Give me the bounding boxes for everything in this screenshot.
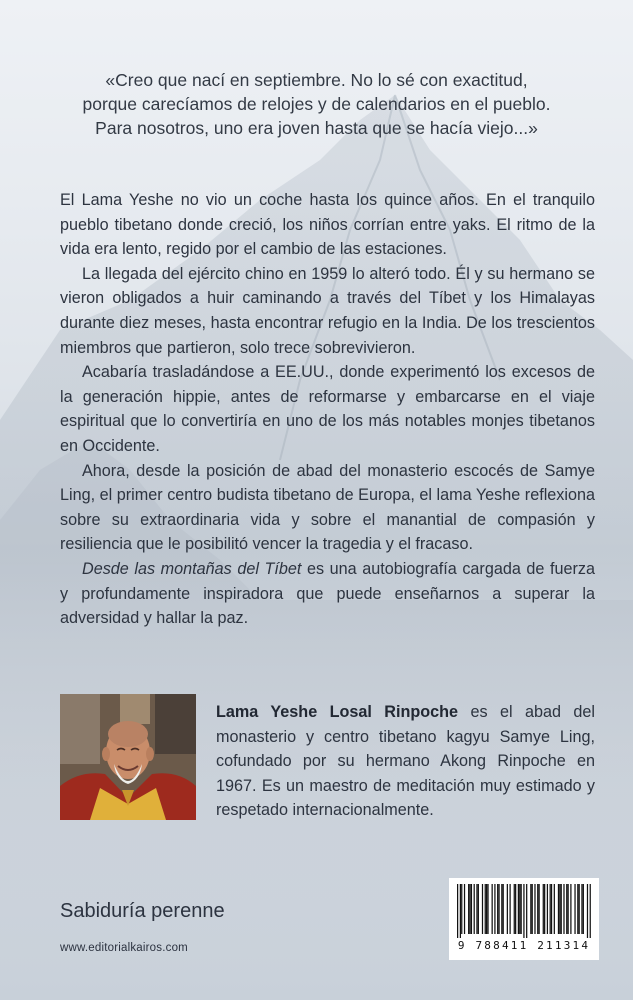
barcode-bar: [503, 884, 504, 934]
barcode-bar: [544, 884, 545, 934]
barcode-bar: [587, 884, 588, 938]
quote-line: Para nosotros, uno era joven hasta que se hacía viejo...»: [95, 118, 538, 138]
barcode-bar: [485, 884, 486, 934]
barcode-bar: [583, 884, 584, 934]
barcode-bar: [561, 884, 562, 934]
publisher-website: www.editorialkairos.com: [60, 942, 188, 954]
barcode-bar: [468, 884, 469, 934]
barcode-bar: [515, 884, 516, 934]
barcode-bar: [469, 884, 470, 934]
barcode-bar: [574, 884, 575, 934]
isbn-number: 9 788411 211314: [457, 939, 591, 952]
synopsis-paragraph-3: Acabaría trasladándose a EE.UU., donde experimentó los excesos de la generación hippie, antes de reformarse y embarcarse en el viaje espiritual que lo convertiría en uno de los más notables monjes tibetanos en Occidente.: [60, 363, 595, 455]
barcode-bar: [566, 884, 567, 934]
barcode-bar: [486, 884, 487, 934]
barcode-bar: [518, 884, 519, 934]
series-name: Sabiduría perenne: [60, 900, 225, 922]
quote-line: «Creo que nací en septiembre. No lo sé con exactitud,: [105, 70, 528, 90]
synopsis-paragraph-5-text: es una autobiografía cargada de fuerza y profundamente inspiradora que puede enseñarnos a superar la adversidad y hallar la paz.: [60, 559, 595, 628]
author-bio: [216, 700, 595, 823]
author-photo: [60, 694, 196, 820]
barcode-bar: [570, 884, 571, 934]
author-name: Lama Yeshe Losal Rinpoche: [216, 703, 459, 721]
barcode-bar: [457, 884, 458, 938]
barcode-bar: [550, 884, 551, 934]
barcode-bar: [461, 884, 462, 934]
barcode-bar: [476, 884, 477, 934]
synopsis: [60, 188, 595, 631]
synopsis-paragraph-5: [60, 557, 595, 631]
opening-quote: [40, 68, 593, 140]
barcode-bar: [543, 884, 544, 934]
barcode-bar: [498, 884, 499, 934]
barcode-bar: [554, 884, 555, 934]
barcode-bar: [526, 884, 527, 938]
author-portrait-image: [60, 694, 196, 820]
barcode-bar: [519, 884, 520, 934]
barcode-bar: [532, 884, 533, 934]
barcode-bar: [464, 884, 465, 934]
quote-line: porque carecíamos de relojes y de calendarios en el pueblo.: [82, 94, 551, 114]
author-bio-text: es el abad del monasterio y centro tibetano kagyu Samye Ling, cofundado por su hermano Akong Rinpoche en 1967. Es un maestro de meditación muy estimado y respetado internacionalmente.: [216, 703, 595, 820]
barcode-bar: [501, 884, 502, 934]
synopsis-paragraph-4: Ahora, desde la posición de abad del monasterio escocés de Samye Ling, el primer centro budista tibetano de Europa, el lama Yeshe reflexiona sobre su extraordinaria vida y sobre el manantial de compasión y resiliencia que le posibilitó vencer la tragedia y el fracaso.: [60, 461, 595, 554]
synopsis-paragraph-1: El Lama Yeshe no vio un coche hasta los quince años. En el tranquilo pueblo tibetano donde creció, los niños corrían entre yaks. El ritmo de la vida era lento, regido por el cambio de las estaciones.: [60, 191, 595, 259]
barcode-bar: [494, 884, 495, 934]
barcode-bar: [487, 884, 488, 934]
barcode-bar: [551, 884, 552, 934]
barcode-bars: [457, 884, 591, 938]
barcode-bar: [521, 884, 522, 934]
barcode-bar: [563, 884, 564, 934]
barcode-bar: [497, 884, 498, 934]
barcode-bar: [460, 884, 461, 938]
barcode-bar: [471, 884, 472, 934]
barcode-bar: [577, 884, 578, 934]
barcode-bar: [492, 884, 493, 934]
barcode-bar: [590, 884, 591, 938]
barcode-bar: [478, 884, 479, 934]
barcode-bar: [539, 884, 540, 934]
barcode-bar: [537, 884, 538, 934]
book-title: Desde las montañas del Tíbet: [82, 559, 302, 578]
barcode-bar: [581, 884, 582, 934]
barcode-bar: [579, 884, 580, 934]
barcode-bar: [523, 884, 524, 938]
barcode-bar: [509, 884, 510, 934]
barcode-bar: [507, 884, 508, 934]
barcode-bar: [568, 884, 569, 934]
barcode-bar: [558, 884, 559, 934]
barcode-bar: [547, 884, 548, 934]
barcode-bar: [482, 884, 483, 934]
barcode: [449, 878, 599, 960]
barcode-bar: [530, 884, 531, 934]
barcode-bar: [559, 884, 560, 934]
barcode-bar: [534, 884, 535, 934]
barcode-bar: [514, 884, 515, 934]
synopsis-paragraph-2: La llegada del ejército chino en 1959 lo alteró todo. Él y su hermano se vieron obligados a huir caminando a través del Tíbet y los Himalayas durante diez meses, hasta encontrar refugio en la India. De los trescientos miembros que partieron, solo trece sobrevivieron.: [60, 264, 595, 357]
barcode-bar: [474, 884, 475, 934]
